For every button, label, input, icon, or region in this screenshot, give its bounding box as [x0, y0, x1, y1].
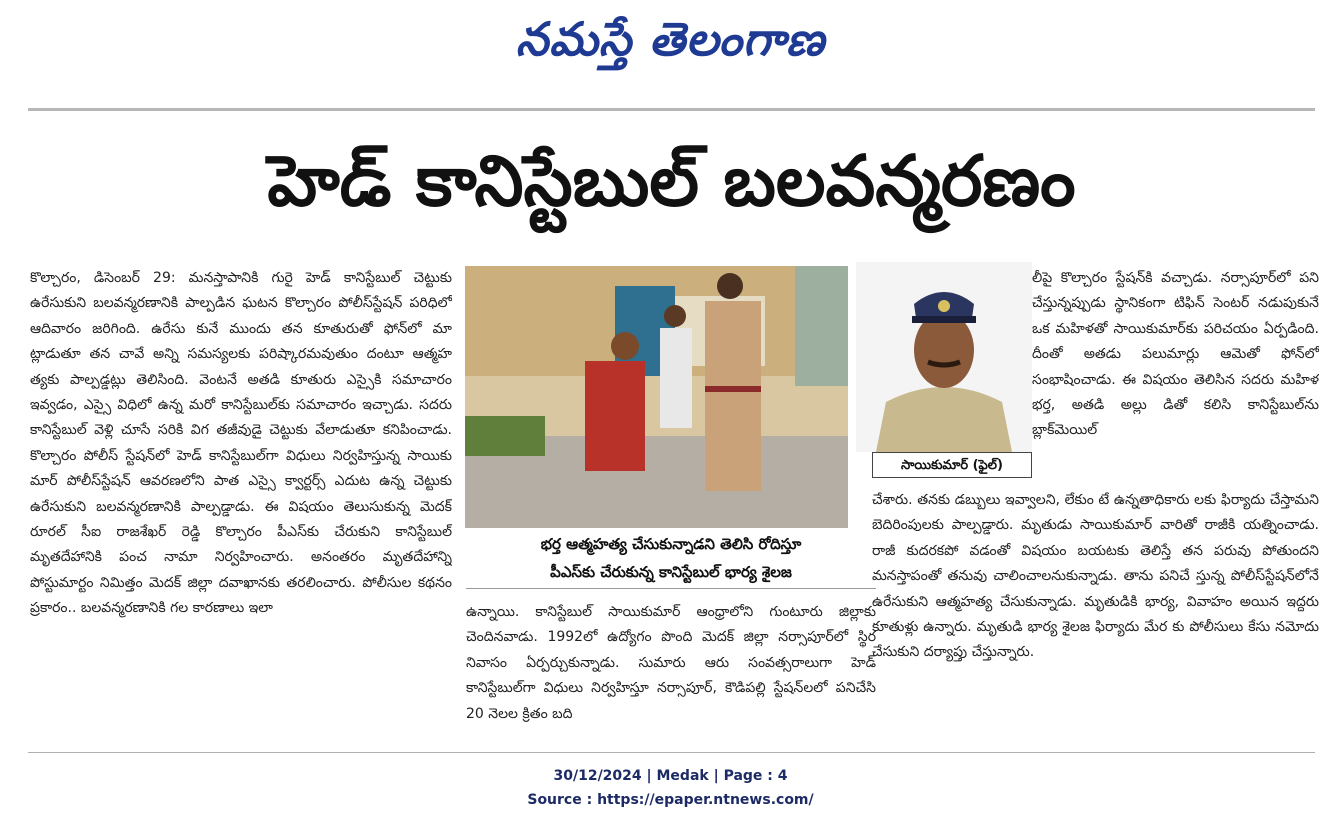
article-column-right-top: లీపై కొల్చారం స్టేషన్‌కి వచ్చాడు. నర్సాపూర్‌లో పని చేస్తున్నప్పుడు స్థానికంగా టిఫిన్ సెంటర్ నడుపుకునే ఒక మహిళతో సాయికుమార్‌కు పరిచయం ఏర్పడింది. దీంతో అతడు పలుమార్లు ఆమెతో ఫోన్‌లో సంభాషించాడు. ఈ విషయం తెలిసిన సదరు మహిళ భర్త, అతడి అల్లు డితో కలిసి కానిస్టేబుల్‌ను బ్లాక్‌మెయిల్: [1032, 270, 1319, 439]
newspaper-masthead: నమస్తే తెలంగాణ: [515, 12, 826, 66]
footer-source: Source : https://epaper.ntnews.com/: [527, 792, 814, 808]
photo-caption-line-1: భర్త ఆత్మహత్య చేసుకున్నాడని తెలిసి రోదిస్తూ: [540, 535, 802, 553]
footer-meta: 30/12/2024 | Medak | Page : 4: [553, 768, 788, 784]
masthead-divider: [28, 108, 1315, 111]
scene-photo: [465, 266, 848, 528]
photo-caption: [466, 530, 876, 586]
portrait-caption: సాయికుమార్ (ఫైల్): [872, 452, 1032, 478]
footer-divider: [28, 752, 1315, 753]
photo-caption-line-2: పీఎస్‌కు చేరుకున్న కానిస్టేబుల్ భార్య శైలజ: [550, 563, 792, 581]
article-column-middle: ఉన్నాయి. కానిస్టేబుల్ సాయికుమార్ ఆంధ్రాలోని గుంటూరు జిల్లాకు చెందినవాడు. 1992లో ఉద్యోగం పొంది మెదక్ జిల్లా నర్సాపూర్‌లో స్థిర నివాసం ఏర్పర్చుకున్నాడు. సుమారు ఆరు సంవత్సరాలుగా హెడ్ కానిస్టేబుల్‌గా విధులు నిర్వహిస్తూ నర్సాపూర్, కౌడిపల్లి స్టేషన్‌లలో పనిచేసి 20 నెలల క్రితం బది: [466, 604, 876, 722]
article-column-left: కొల్చారం, డిసెంబర్ 29: మనస్తాపానికి గురై హెడ్ కానిస్టేబుల్ చెట్టుకు ఉరేసుకుని బలవన్మరణానికి పాల్పడిన ఘటన కొల్చారం పోలీస్‌స్టేషన్ పరిధిలో ఆదివారం జరిగింది. ఉరేసు కునే ముందు తన కూతురుతో ఫోన్‌లో మా ట్లాడుతూ తన చావే అన్ని సమస్యలకు పరిష్కారమవుతుం దంటూ ఆత్మహ త్యకు పాల్పడ్డట్లు తెలిసింది. వెంటనే అతడి కూతురు ఎస్సైకి సమాచారం ఇవ్వడం, ఎస్సై విధిలో ఉన్న మరో కానిస్టేబుల్‌కు సమాచారం ఇచ్చాడు. సదరు కానిస్టేబుల్ వెళ్లి చూసే సరికి విగ తజీవుడై చెట్టుకు వేలాడుతూ కనిపించాడు. కొల్చారం పోలీస్ స్టేషన్‌లో హెడ్ కానిస్టేబుల్‌గా విధులు నిర్వహిస్తున్న సాయికు మార్ పోలీస్‌స్టేషన్ ఆవరణలోని పాత ఎస్సై క్వార్టర్స్ ఎదుట ఉన్న చెట్టుకు ఉరేసుకుని బలవన్మరణానికి పాల్పడ్డాడు. ఈ విషయం తెలుసుకున్న మెదక్ రూరల్ సీఐ రాజశేఖర్ రెడ్డి కొల్చారం పీఎస్‌కు చేరుకుని కానిస్టేబుల్ మృతదేహానికి పంచ నామా నిర్వహించారు. అనంతరం మృతదేహాన్ని పోస్టుమార్టం నిమిత్తం మెదక్ జిల్లా దవాఖానకు తరలించారు. పోలీసుల కథనం ప్రకారం.. బలవన్మరణానికి గల కారణాలు ఇలా: [30, 270, 452, 617]
caption-divider: [466, 588, 876, 589]
article-column-right-bottom: చేశారు. తనకు డబ్బులు ఇవ్వాలని, లేకుం టే ఉన్నతాధికారు లకు ఫిర్యాదు చేస్తామని బెదిరింపులకు పాల్పడ్డారు. మృతుడు సాయికుమార్ వారితో రాజీకి యత్నించాడు. రాజీ కుదరకపో వడంతో విషయం బయటకు తెలిస్తే తన పరువు పోతుందని మనస్తాపంతో తనువు చాలించాలనుకున్నాడు. తాను పనిచే స్తున్న పోలీస్‌స్టేషన్‌లోనే ఉరేసుకుని ఆత్మహత్య చేసుకున్నాడు. మృతుడికి భార్య, వివాహం అయిన ఇద్దరు కూతుళ్లు ఉన్నారు. మృతుడి భార్య శైలజ ఫిర్యాదు మేర కు పోలీసులు కేసు నమోదు చేసుకుని దర్యాప్తు చేస్తున్నారు.: [872, 492, 1319, 661]
article-headline: హెడ్ కానిస్టేబుల్ బలవన్మరణం: [267, 140, 1076, 222]
portrait-photo: [856, 262, 1032, 452]
